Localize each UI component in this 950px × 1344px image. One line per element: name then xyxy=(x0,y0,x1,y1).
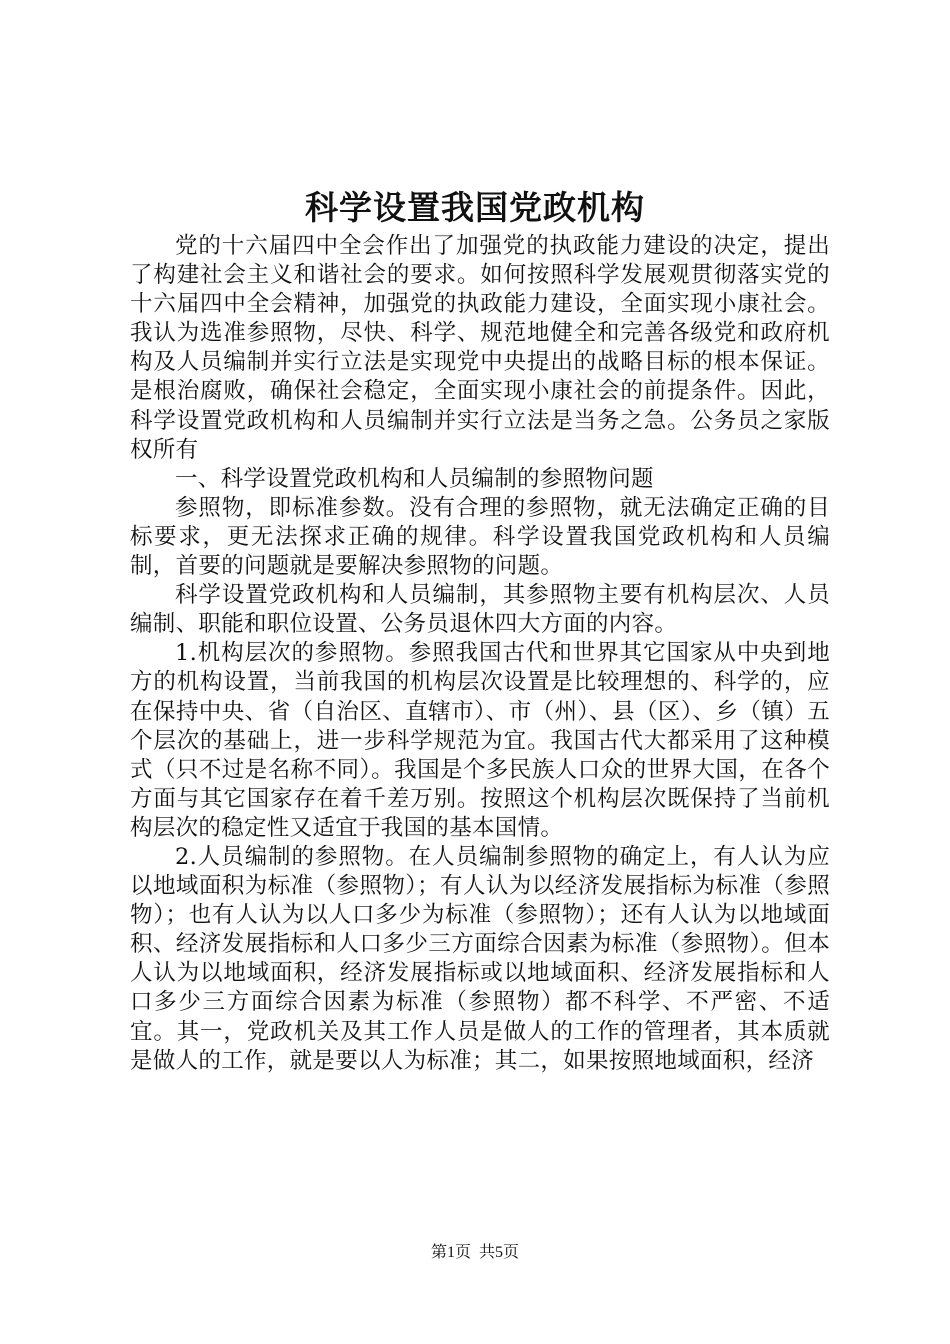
page-number: 第1页 xyxy=(430,1244,471,1261)
page-footer xyxy=(0,1243,950,1263)
paragraph-institution-levels: 1.机构层次的参照物。参照我国古代和世界其它国家从中央到地方的机构设置，当前我国的机构层次设置是比较理想的、科学的，应在保持中央、省（自治区、直辖市）、市（州）、县（区）、乡（镇）五个层次的基础上，进一步科学规范为宜。我国古代大都采用了这种模式（只不过是名称不同）。我国是个多民族人口众的世界大国，在各个方面与其它国家存在着千差万别。按照这个机构层次既保持了当前机构层次的稳定性又适宜于我国的基本国情。 xyxy=(130,640,830,841)
paragraph-reference-aspects: 科学设置党政机构和人员编制，其参照物主要有机构层次、人员编制、职能和职位设置、公务员退休四大方面的内容。 xyxy=(130,582,830,638)
document-body xyxy=(130,232,830,1076)
document-title: 科学设置我国党政机构 xyxy=(305,188,645,227)
page-total: 共5页 xyxy=(479,1244,520,1261)
section-heading-1: 一、科学设置党政机构和人员编制的参照物问题 xyxy=(175,465,654,492)
paragraph-reference-definition: 参照物，即标准参数。没有合理的参照物，就无法确定正确的目标要求，更无法探求正确的规律。科学设置我国党政机构和人员编制，首要的问题就是要解决参照物的问题。 xyxy=(130,494,830,580)
paragraph-staffing: 2.人员编制的参照物。在人员编制参照物的确定上，有人认为应以地域面积为标准（参照物）；有人认为以经济发展指标为标准（参照物）；也有人认为以人口多少为标准（参照物）；还有人认为以地域面积、经济发展指标和人口多少三方面综合因素为标准（参照物）。但本人认为以地域面积，经济发展指标或以地域面积、经济发展指标和人口多少三方面综合因素为标准（参照物）都不科学、不严密、不适宜。其一，党政机关及其工作人员是做人的工作的管理者，其本质就是做人的工作，就是要以人为标准；其二，如果按照地域面积，经济 xyxy=(130,843,830,1074)
paragraph-intro: 党的十六届四中全会作出了加强党的执政能力建设的决定，提出了构建社会主义和谐社会的要求。如何按照科学发展观贯彻落实党的十六届四中全会精神，加强党的执政能力建设，全面实现小康社会。我认为选准参照物，尽快、科学、规范地健全和完善各级党和政府机构及人员编制并实行立法是实现党中央提出的战略目标的根本保证。是根治腐败，确保社会稳定，全面实现小康社会的前提条件。因此，科学设置党政机构和人员编制并实行立法是当务之急。公务员之家版权所有 xyxy=(130,233,830,463)
